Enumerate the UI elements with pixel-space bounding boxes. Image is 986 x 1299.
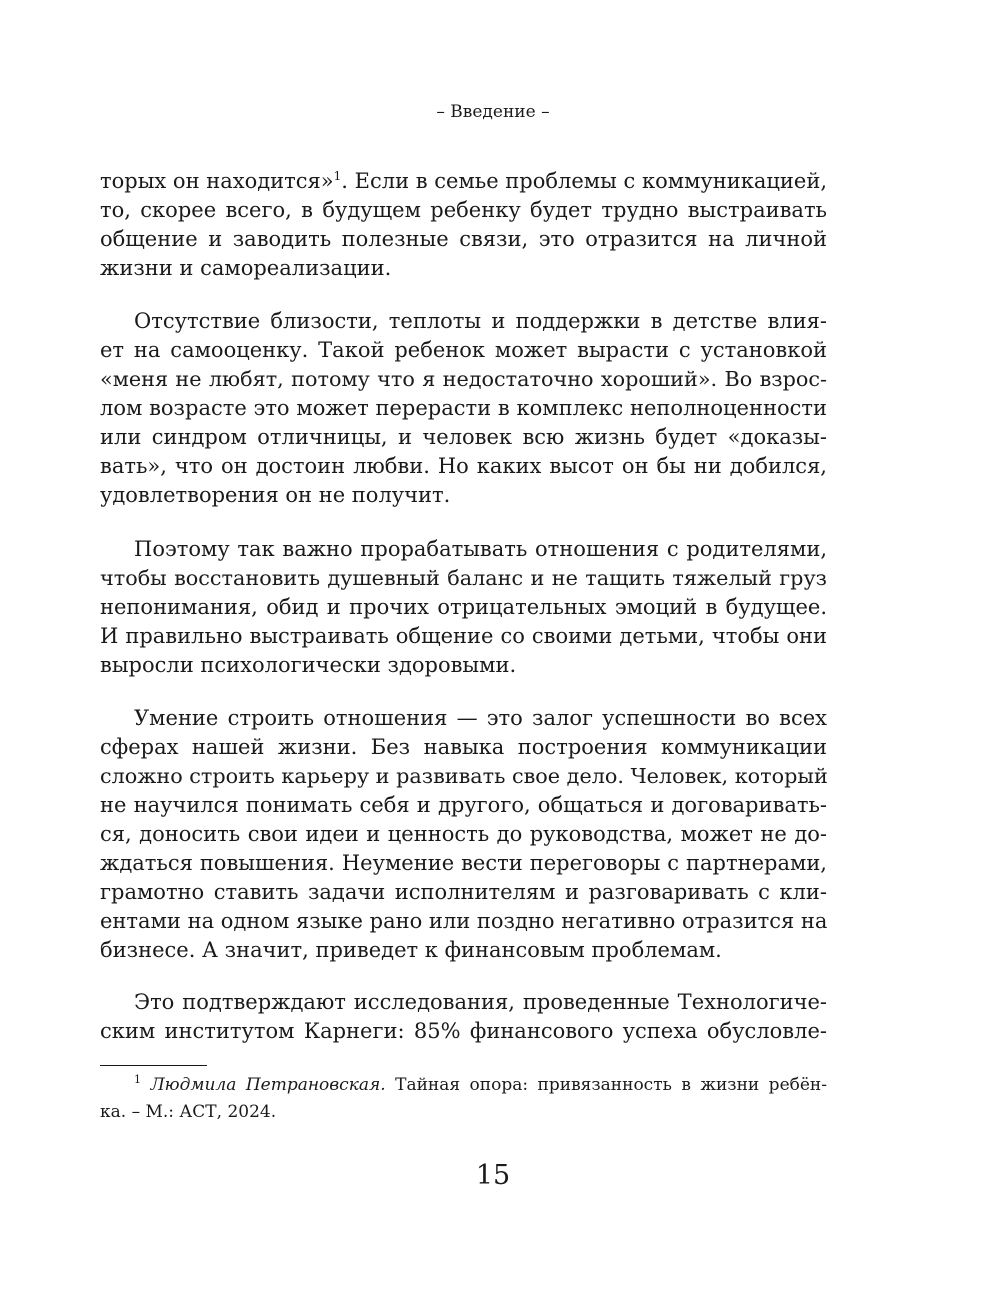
text-line: сложно строить карьеру и развивать свое дело. Человек, который [100, 764, 828, 788]
footnote-divider [100, 1065, 207, 1066]
paragraph [100, 307, 827, 510]
text-line: вать», что он достоин любви. Но каких высот он бы ни добился, [100, 454, 827, 478]
text-line: грамотно ставить задачи исполнителям и разговаривать с кли- [100, 880, 827, 904]
text-line: Это подтверждают исследования, проведенные Технологиче- [134, 990, 827, 1014]
text-line: то, скорее всего, в будущем ребенку будет трудно выстраивать [100, 198, 827, 222]
text-line: удовлетворения он не получит. [100, 483, 451, 507]
text-line: непонимания, обид и прочих отрицательных эмоций в будущее. [100, 595, 827, 619]
text-line: выросли психологически здоровыми. [100, 653, 517, 677]
text-line: ждаться повышения. Неумение вести переговоры с партнерами, [100, 851, 827, 875]
paragraph [100, 535, 827, 680]
running-header: – Введение – [436, 102, 550, 122]
page-number: 15 [475, 1160, 511, 1191]
text-line: жизни и самореализации. [100, 256, 392, 280]
text-line: общение и заводить полезные связи, это отразится на личной [100, 227, 827, 251]
text-line: лом возрасте это может перерасти в комплекс неполноценности [100, 396, 827, 420]
text-line: торых он находится»$^1$. Если в семье проблемы с коммуникацией, [100, 169, 827, 193]
text-line: ся, доносить свои идеи и ценность до руководства, может не до- [100, 822, 827, 846]
text-line: или синдром отличницы, и человек всю жизнь будет «доказы- [100, 425, 827, 449]
text-line: Отсутствие близости, теплоты и поддержки в детстве влия- [134, 309, 827, 333]
footnote-number: 1 [134, 1073, 141, 1086]
text-line: не научился понимать себя и другого, общаться и договаривать- [100, 793, 827, 817]
text-line: бизнесе. А значит, приведет к финансовым проблемам. [100, 938, 722, 962]
text-line: чтобы восстановить душевный баланс и не тащить тяжелый груз [100, 566, 827, 590]
text-line: «меня не любят, потому что я недостаточно хороший». Во взрос- [100, 367, 827, 391]
footnote-line: $^1$ Людмила Петрановская. Тайная опора: привязанность в жизни ребён- [134, 1073, 827, 1095]
paragraph [100, 704, 827, 965]
text-line: ским институтом Карнеги: 85% финансового успеха обусловле- [100, 1019, 827, 1043]
text-line: И правильно выстраивать общение со своими детьми, чтобы они [100, 624, 827, 648]
footnote-author: Людмила Петрановская. [150, 1075, 386, 1095]
text-line: Умение строить отношения — это залог успешности во всех [134, 706, 827, 730]
text-line: Поэтому так важно прорабатывать отношения с родителями, [134, 537, 827, 561]
footnote [100, 1072, 827, 1126]
paragraph [100, 167, 827, 283]
text-line: ет на самооценку. Такой ребенок может вырасти с установкой [100, 338, 827, 362]
paragraph [100, 988, 827, 1046]
footnote-ref: 1 [333, 169, 342, 183]
text-line: сферах нашей жизни. Без навыка построения коммуникации [100, 735, 827, 759]
text-line: ентами на одном языке рано или поздно негативно отразится на [100, 909, 828, 933]
footnote-line: ка. – М.: АСТ, 2024. [100, 1102, 277, 1122]
